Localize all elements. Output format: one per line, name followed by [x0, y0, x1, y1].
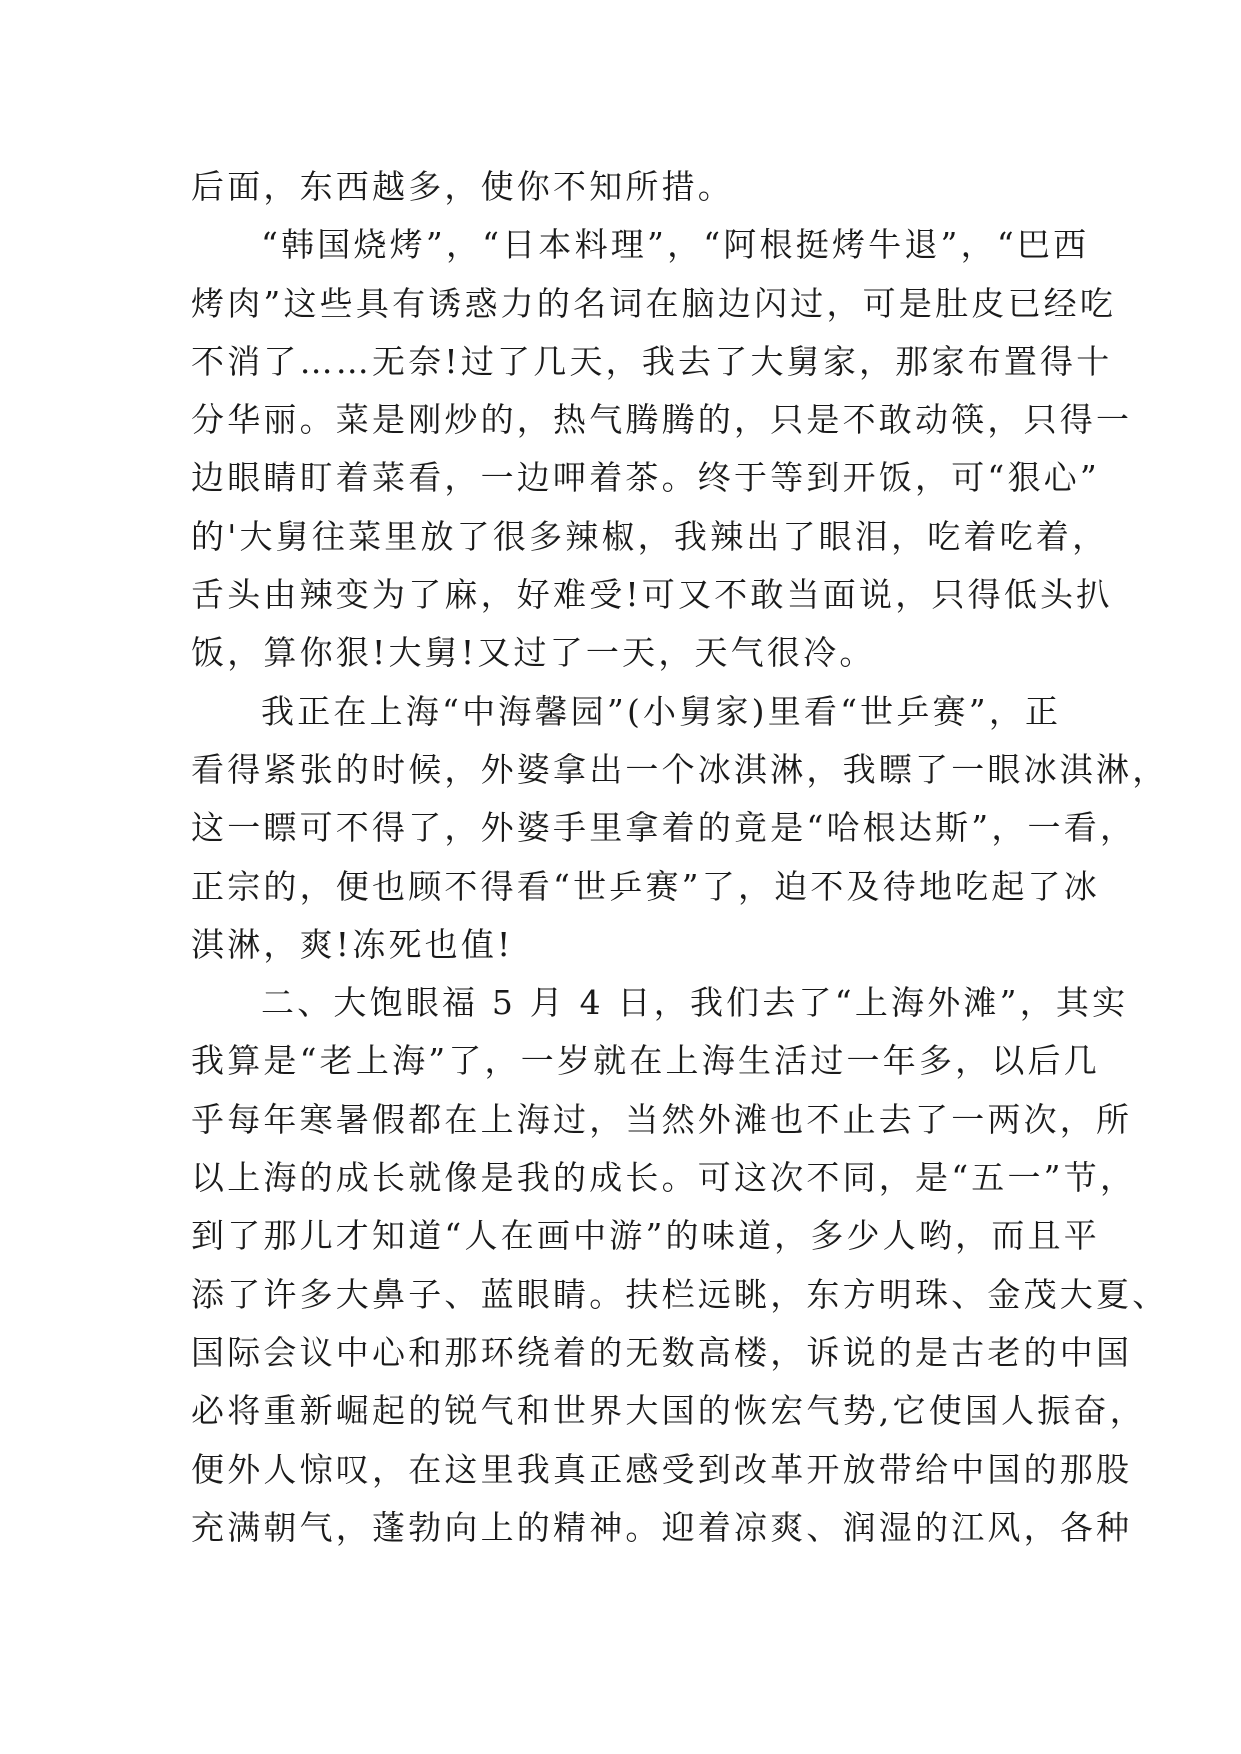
- text-line: 的'大舅往菜里放了很多辣椒，我辣出了眼泪，吃着吃着，: [191, 516, 1109, 556]
- text-line: 必将重新崛起的锐气和世界大国的恢宏气势,它使国人振奋，: [191, 1391, 1146, 1431]
- text-line: 淇淋，爽!冻死也值!: [191, 924, 514, 964]
- text-line: 充满朝气，蓬勃向上的精神。迎着凉爽、润湿的江风，各种: [191, 1507, 1133, 1547]
- text-line: 后面，东西越多，使你不知所措。: [191, 167, 734, 206]
- text-line: 饭，算你狠!大舅!又过了一天，天气很冷。: [191, 633, 876, 673]
- text-line: 乎每年寒暑假都在上海过，当然外滩也不止去了一两次，所: [191, 1099, 1133, 1139]
- text-line: 到了那儿才知道“人在画中游”的味道，多少人哟，而且平: [191, 1216, 1100, 1256]
- text-line: 分华丽。菜是刚炒的，热气腾腾的，只是不敢动筷，只得一: [191, 400, 1133, 440]
- text-line: 便外人惊叹，在这里我真正感受到改革开放带给中国的那股: [191, 1449, 1133, 1489]
- text-line: 我算是“老上海”了，一岁就在上海生活过一年多，以后几: [191, 1041, 1100, 1081]
- text-line: 我正在上海“中海馨园”(小舅家)里看“世乒赛”，正: [261, 691, 1062, 731]
- text-line: 添了许多大鼻子、蓝眼睛。扶栏远眺，东方明珠、金茂大夏、: [191, 1274, 1169, 1314]
- text-line: 边眼睛盯着菜看，一边呷着茶。终于等到开饭，可“狠心”: [191, 458, 1100, 498]
- text-line: 看得紧张的时候，外婆拿出一个冰淇淋，我瞟了一眼冰淇淋，: [191, 749, 1169, 789]
- text-line: 正宗的，便也顾不得看“世乒赛”了，迫不及待地吃起了冰: [191, 866, 1100, 906]
- text-line: 这一瞟可不得了，外婆手里拿着的竟是“哈根达斯”，一看，: [191, 808, 1137, 848]
- text-line: “韩国烧烤”，“日本料理”，“阿根挺烤牛退”，“巴西: [261, 225, 1090, 265]
- text-line: 二、大饱眼福 5 月 4 日，我们去了“上海外滩”，其实: [261, 983, 1129, 1023]
- text-line: 国际会议中心和那环绕着的无数高楼，诉说的是古老的中国: [191, 1332, 1133, 1372]
- text-line: 烤肉”这些具有诱惑力的名词在脑边闪过，可是肚皮已经吃: [191, 283, 1117, 323]
- text-line: 以上海的成长就像是我的成长。可这次不同，是“五一”节，: [191, 1158, 1137, 1198]
- text-line: 舌头由辣变为了麻，好难受!可又不敢当面说，只得低头扒: [191, 575, 1113, 615]
- body-text: [191, 158, 1169, 1557]
- text-line: 不消了……无奈!过了几天，我去了大舅家，那家布置得十: [191, 341, 1113, 381]
